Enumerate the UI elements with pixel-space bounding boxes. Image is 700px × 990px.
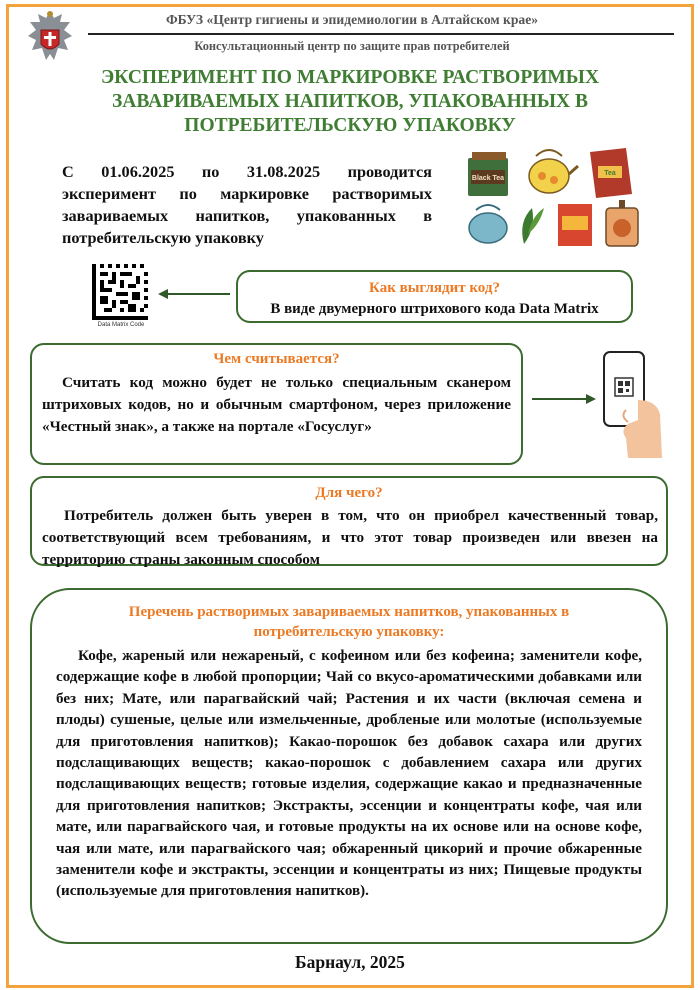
product-list-text: Кофе, жареный или нежареный, с кофеином или без кофеина; заменители кофе, содержащие кофе в любой пропорции; Чай со вкусо-ароматическими добавками или без них; Мате, или парагвайский чай; Растения и их части (включая семена и плоды) сушеные, целые или измельченные, дробленые или молотые (используемые для приготовления напитков); Какао-порошок без добавок сахара или других подслащивающих веществ; какао-порошок с добавлением сахара или других подслащивающих веществ; готовые изделия, содержащие какао и предназначенные для приготовления напитков; Экстракты, эссенции и концентраты кофе, чая или мате, или парагвайского чая, и готовые продукты на их основе или на основе кофе, чая или мате, или парагвайского чая; обжаренный цикорий и прочие обжаренные заменители кофе и экстракты, эссенции и концентраты из них; Пищевые продукты (используемые для приготовления напитков). <box>56 648 642 900</box>
data-matrix-caption: Data Matrix Code <box>97 322 145 328</box>
teapot-icon <box>529 150 578 193</box>
black-tea-box-icon <box>468 152 508 196</box>
intro-text: С 01.06.2025 по 31.08.2025 проводится эксперимент по маркировке растворимых завариваемых напитков, упакованных в потребительскую упаковку <box>62 162 432 247</box>
scanning-heading: Чем считывается? <box>213 351 340 367</box>
arrow-left-icon <box>158 288 230 300</box>
tea-products-illustration <box>462 146 648 250</box>
code-appearance-text: В виде двумерного штрихового кода Data Matrix <box>270 301 599 317</box>
tea-pack-icon <box>590 148 632 198</box>
purpose-heading: Для чего? <box>315 485 383 501</box>
rospotrebnadzor-emblem-icon <box>24 8 76 70</box>
code-appearance-box <box>236 270 633 323</box>
purpose-box <box>30 476 668 566</box>
header-divider <box>88 33 674 35</box>
svg-text:Black Tea: Black Tea <box>471 175 505 182</box>
scanning-box <box>30 343 523 465</box>
arrow-right-icon <box>532 393 596 405</box>
purpose-text: Потребитель должен быть уверен в том, что он приобрел качественный товар, соответствующий всем требованиям, и что этот товар произведен или ввезен на территорию страны законным способом <box>42 507 658 568</box>
tea-box-icon <box>558 204 592 246</box>
french-press-icon <box>606 200 638 246</box>
code-appearance-heading: Как выглядит код? <box>369 280 500 296</box>
svg-text:Tea: Tea <box>604 170 616 177</box>
consultation-center-name: Консультационный центр по защите прав потребителей <box>194 39 510 53</box>
kettle-icon <box>469 205 507 243</box>
footer-place-year: Барнаул, 2025 <box>295 952 405 972</box>
page-title: ЭКСПЕРИМЕНТ ПО МАРКИРОВКЕ РАСТВОРИМЫХ ЗАВАРИВАЕМЫХ НАПИТКОВ, УПАКОВАННЫХ В ПОТРЕБИТЕЛЬСКУЮ УПАКОВКУ <box>100 67 600 136</box>
product-list-box <box>30 588 668 944</box>
organization-name: ФБУЗ «Центр гигиены и эпидемиологии в Алтайском крае» <box>165 12 539 27</box>
data-matrix-code-icon <box>92 264 148 320</box>
product-list-heading: Перечень растворимых завариваемых напитков, упакованных в потребительскую упаковку: <box>128 604 570 640</box>
tea-leaves-icon <box>522 208 544 244</box>
scanning-text: Считать код можно будет не только специальным сканером штриховых кодов, но и обычным смартфоном, через приложение «Честный знак», а также на портале «Госуслуг» <box>42 374 511 435</box>
smartphone-scan-icon <box>598 350 664 460</box>
